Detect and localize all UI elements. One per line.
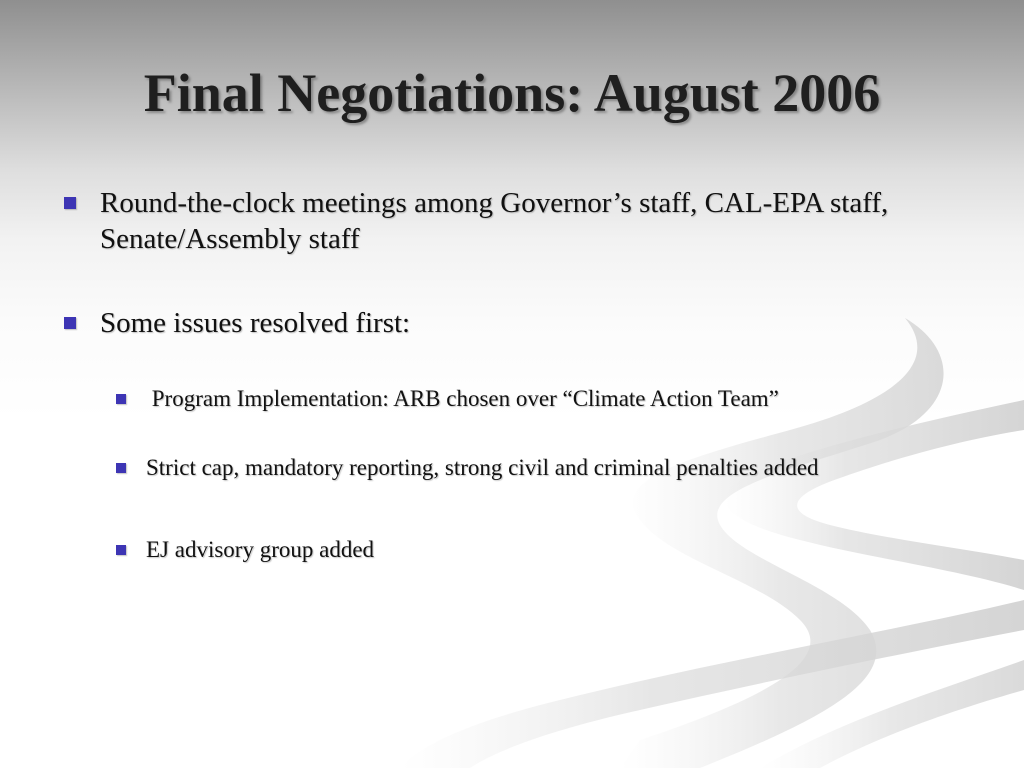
sub-bullet-text: Program Implementation: ARB chosen over “Climate Action Team” bbox=[146, 386, 779, 411]
square-bullet-icon bbox=[64, 197, 76, 209]
square-bullet-icon bbox=[116, 394, 126, 404]
sub-bullet-item bbox=[116, 454, 996, 482]
bullet-item bbox=[64, 305, 940, 341]
sub-bullet-text: EJ advisory group added bbox=[146, 537, 375, 562]
square-bullet-icon bbox=[116, 545, 126, 555]
bullet-text: Some issues resolved first: bbox=[100, 307, 411, 339]
sub-bullet-item bbox=[116, 536, 996, 564]
bullet-text: Round-the-clock meetings among Governor’s staff, CAL-EPA staff, Senate/Assembly staff bbox=[100, 187, 889, 255]
sub-bullet-item bbox=[116, 385, 996, 413]
bullet-item bbox=[64, 185, 940, 257]
square-bullet-icon bbox=[64, 317, 76, 329]
slide-title: Final Negotiations: August 2006 bbox=[143, 63, 881, 123]
sub-bullet-text: Strict cap, mandatory reporting, strong civil and criminal penalties added bbox=[146, 455, 819, 480]
square-bullet-icon bbox=[116, 463, 126, 473]
